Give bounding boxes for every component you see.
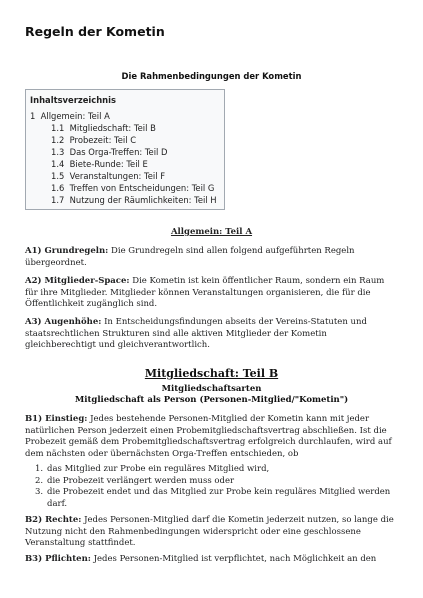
list-item-text: die Probezeit verlängert werden muss oder [47, 475, 235, 486]
list-item-number: 1. [35, 464, 44, 474]
toc-item-label: Allgemein: Teil A [40, 111, 110, 121]
toc-item-label: Nutzung der Räumlichkeiten: Teil H [69, 195, 217, 205]
toc-item-label: Das Orga-Treffen: Teil D [69, 147, 168, 157]
toc-title: Inhaltsverzeichnis [30, 95, 116, 105]
paragraph-a2 [25, 276, 399, 311]
subheading-mitgliedschaftsarten: Mitgliedschaftsarten [161, 384, 262, 394]
section-heading-mitgliedschaft: Mitgliedschaft: Teil B [144, 367, 279, 380]
list-item [25, 476, 399, 488]
paragraph-label: A3) Augenhöhe: [25, 317, 102, 327]
paragraph-label: B1) Einstieg: [25, 414, 88, 424]
paragraph-b2 [25, 515, 399, 550]
toc-item-label: Treffen von Entscheidungen: Teil G [69, 183, 215, 193]
page-subtitle: Die Rahmenbedingungen der Kometin [121, 71, 302, 81]
toc-item-probezeit[interactable] [51, 135, 136, 145]
paragraph-a1 [25, 246, 399, 269]
list-item-number: 3. [35, 487, 44, 497]
list-item-text: das Mitglied zur Probe ein reguläres Mitglied wird, [47, 464, 270, 474]
decision-list [25, 464, 399, 510]
toc-item-number: 1 [30, 111, 36, 121]
paragraph-text: Die Kometin ist kein öffentlicher Raum, sondern ein Raum für ihre Mitglieder. Mitglieder können Veranstaltungen organisieren, die für die Öffentlichkeit zugänglich sind. [25, 276, 385, 309]
list-item-text: die Probezeit endet und das Mitglied zur Probe kein reguläres Mitglied werden darf. [47, 487, 391, 509]
toc-item-biete-runde[interactable] [51, 159, 148, 169]
toc-item-veranstaltungen[interactable] [51, 171, 165, 181]
paragraph-b3 [25, 554, 399, 566]
paragraph-label: A1) Grundregeln: [25, 246, 109, 256]
paragraph-label: B2) Rechte: [25, 515, 82, 525]
paragraph-text: Jedes Personen-Mitglied darf die Kometin jederzeit nutzen, so lange die Nutzung nicht den Rahmenbedingungen widerspricht oder eine geschlossene Veranstaltung stattfindet. [25, 515, 394, 548]
paragraph-label: A2) Mitglieder-Space: [25, 276, 130, 286]
toc-item-number: 1.6 [51, 183, 65, 193]
paragraph-b1 [25, 414, 399, 460]
paragraph-text: Die Grundregeln sind allen folgend aufgeführten Regeln übergeordnet. [25, 246, 355, 268]
toc-item-mitgliedschaft[interactable] [51, 123, 156, 133]
toc-item-number: 1.3 [51, 147, 65, 157]
toc-item-raeumlichkeiten[interactable] [51, 195, 217, 205]
subheading-personen-mitglied: Mitgliedschaft als Person (Personen-Mitglied/"Kometin") [74, 395, 349, 405]
toc-item-allgemein[interactable] [30, 111, 110, 121]
toc-item-orga-treffen[interactable] [51, 147, 167, 157]
toc-item-number: 1.1 [51, 123, 65, 133]
toc-item-number: 1.4 [51, 159, 65, 169]
section-heading-allgemein: Allgemein: Teil A [170, 227, 253, 237]
table-of-contents [25, 89, 225, 210]
page-title: Regeln der Kometin [25, 24, 165, 39]
list-item [25, 464, 399, 476]
list-item-number: 2. [35, 475, 44, 486]
list-item [25, 487, 399, 510]
paragraph-text: Jedes bestehende Personen-Mitglied der Kometin kann mit jeder natürlichen Person jederzeit einen Probemitgliedschaftsvertrag abschließen. Ist die Probezeit gemäß dem Probemitgliedschaftsvertrag erfolgreich durchlaufen, wird auf dem nächsten oder übernächsten Orga-Treffen entschieden, ob [25, 414, 392, 459]
paragraph-text: In Entscheidungsfindungen abseits der Vereins-Statuten und staatsrechtlichen Strukturen sind alle aktiven Mitglieder der Kometin gleichberechtigt und gleichverantwortlich. [25, 317, 367, 350]
paragraph-text: Jedes Personen-Mitglied ist verpflichtet, nach Möglichkeit an den [90, 554, 377, 564]
toc-item-label: Biete-Runde: Teil E [69, 159, 148, 169]
toc-item-number: 1.7 [51, 195, 65, 205]
toc-item-entscheidungen[interactable] [51, 183, 214, 193]
toc-item-label: Mitgliedschaft: Teil B [69, 123, 156, 133]
toc-item-label: Veranstaltungen: Teil F [69, 171, 166, 181]
toc-item-number: 1.5 [51, 171, 65, 181]
paragraph-label: B3) Pflichten: [25, 554, 91, 564]
paragraph-a3 [25, 317, 399, 352]
toc-item-number: 1.2 [51, 135, 65, 145]
toc-item-label: Probezeit: Teil C [69, 135, 137, 145]
